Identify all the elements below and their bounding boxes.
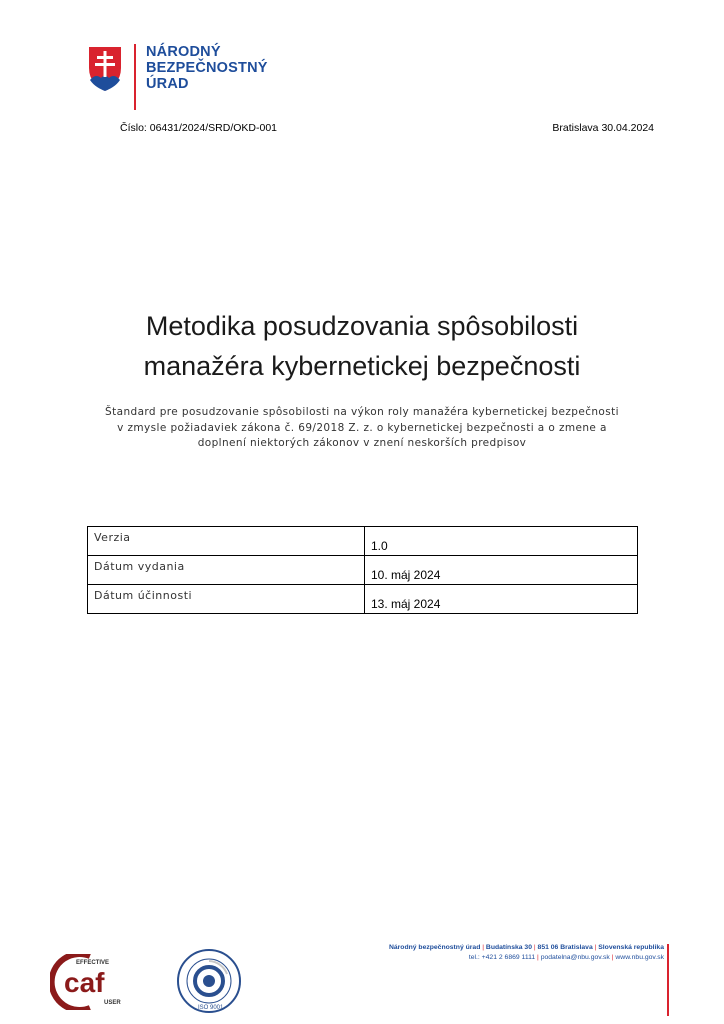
document-number: Číslo: 06431/2024/SRD/OKD-001: [120, 122, 278, 134]
document-title: [0, 306, 724, 386]
title-line2: manažéra kybernetickej bezpečnosti: [143, 351, 581, 381]
footer-email[interactable]: podatelna@nbu.gov.sk: [540, 954, 610, 961]
footer-street: Budatínska 30: [485, 944, 532, 951]
logo-divider: [134, 44, 136, 110]
org-name: [146, 44, 268, 92]
footer-web[interactable]: www.nbu.gov.sk: [615, 954, 664, 961]
footer-contact-line: [389, 953, 664, 963]
iso-9001-seal: [176, 948, 242, 1014]
footer-separator: |: [482, 944, 485, 951]
svg-text:ISO 9001: ISO 9001: [198, 1005, 224, 1011]
version-label: Verzia: [88, 527, 365, 556]
footer-address-line: [389, 943, 664, 953]
svg-text:USER: USER: [104, 1000, 121, 1006]
version-value: 1.0: [365, 527, 638, 556]
footer-phone: tel.: +421 2 6869 1111: [468, 954, 536, 961]
document-subtitle: [0, 405, 724, 452]
footer-separator: |: [611, 954, 614, 961]
table-row: [88, 585, 638, 614]
document-info-table: [87, 526, 638, 614]
org-name-line2: BEZPEČNOSTNÝ: [146, 60, 268, 76]
footer-contact: [389, 943, 664, 963]
footer-country: Slovenská republika: [598, 944, 664, 951]
footer-city: 851 06 Bratislava: [537, 944, 593, 951]
subtitle-line2: v zmysle požiadaviek zákona č. 69/2018 Z. z. o kybernetickej bezpečnosti a o zmene a: [117, 421, 607, 434]
title-line1: Metodika posudzovania spôsobilosti: [145, 311, 579, 341]
place-date: Bratislava 30.04.2024: [552, 122, 654, 134]
svg-text:caf: caf: [64, 967, 105, 998]
effective-date-value: 13. máj 2024: [365, 585, 638, 614]
table-row: [88, 556, 638, 585]
footer-separator: |: [533, 944, 536, 951]
nbu-logo: [86, 44, 286, 114]
issue-date-value: 10. máj 2024: [365, 556, 638, 585]
caf-effective-user-logo: [50, 954, 130, 1010]
effective-date-label: Dátum účinnosti: [88, 585, 365, 614]
slovak-coat-of-arms-icon: [86, 44, 124, 94]
issue-date-label: Dátum vydania: [88, 556, 365, 585]
org-name-line3: ÚRAD: [146, 76, 189, 92]
svg-text:EFFECTIVE: EFFECTIVE: [76, 960, 110, 966]
footer-separator: |: [537, 954, 539, 961]
footer-accent-bar: [667, 944, 669, 1016]
footer-org: Národný bezpečnostný úrad: [388, 944, 481, 951]
subtitle-line1: Štandard pre posudzovanie spôsobilosti na výkon roly manažéra kybernetickej bezpečnosti: [105, 406, 619, 418]
table-row: [88, 527, 638, 556]
subtitle-line3: doplnení niektorých zákonov v znení neskorších predpisov: [197, 437, 527, 449]
footer-separator: |: [594, 944, 597, 951]
org-name-line1: NÁRODNÝ: [146, 44, 221, 60]
